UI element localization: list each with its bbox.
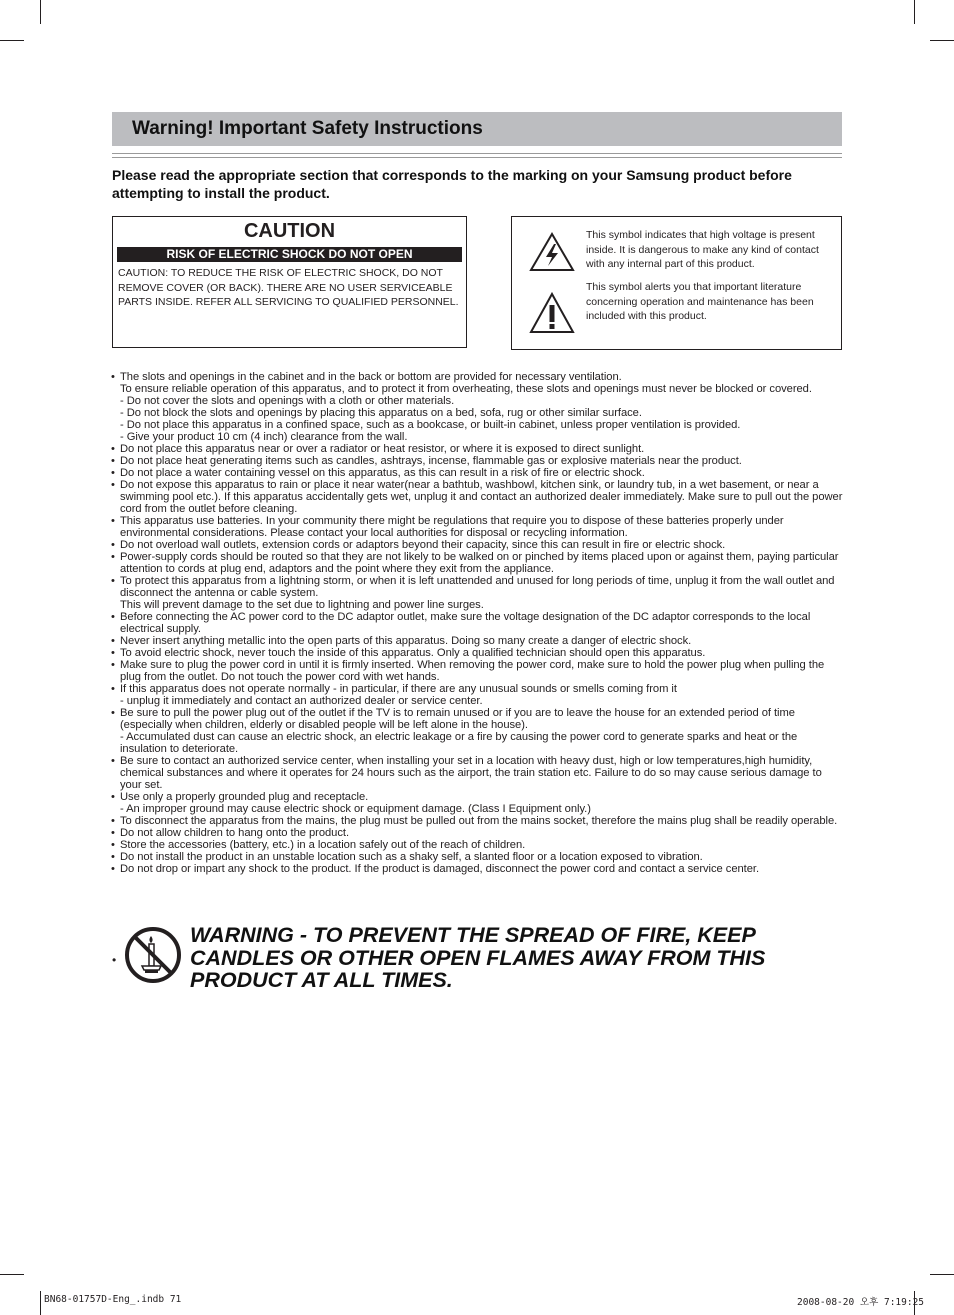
list-item: • Do not place heat generating items such as candles, ashtrays, incense, flammable gas or explosive materials near the product. — [111, 455, 843, 467]
list-item: • Use only a properly grounded plug and receptacle. — [111, 791, 843, 803]
list-item: • Be sure to pull the power plug out of the outlet if the TV is to remain unused or if you are to leave the house for an extended period of time (especially when children, elderly or disabled people will be left alone in the house). — [111, 707, 843, 731]
lightning-bolt-triangle-icon — [528, 231, 576, 273]
list-item: • To disconnect the apparatus from the mains, the plug must be pulled out from the mains socket, therefore the mains plug shall be readily operable. — [111, 815, 843, 827]
list-item: - Do not block the slots and openings by placing this apparatus on a bed, sofa, rug or other similar surface. — [120, 407, 642, 419]
list-item: - Do not cover the slots and openings with a cloth or other materials. — [120, 395, 455, 407]
list-item: • This apparatus use batteries. In your community there might be regulations that require you to dispose of these batteries properly under environmental considerations. Please contact your local authorities for disposal or recycling information. — [111, 515, 843, 539]
list-item: • Do not place this apparatus near or over a radiator or heat resistor, or where it is exposed to direct sunlight. — [111, 443, 843, 455]
divider — [112, 157, 842, 158]
list-item: • Do not place a water containing vessel on this apparatus, as this can result in a risk of fire or electric shock. — [111, 467, 843, 479]
list-item: To ensure reliable operation of this apparatus, and to protect it from overheating, these slots and openings must never be blocked or covered. — [120, 383, 812, 395]
list-item: - unplug it immediately and contact an authorized dealer or service center. — [120, 695, 483, 707]
crop-mark — [930, 1274, 954, 1275]
safety-list — [111, 371, 843, 875]
crop-mark — [930, 40, 954, 41]
list-item: • Never insert anything metallic into the open parts of this apparatus. Doing so many create a danger of electric shock. — [111, 635, 843, 647]
list-item: • Do not expose this apparatus to rain or place it near water(near a bathtub, washbowl, kitchen sink, or laundry tub, in a wet basement, or near a swimming pool etc.). If this apparatus accidentally gets wet, unplug it and contact an authorized dealer immediately. Make sure to pull out the power cord from the outlet before cleaning. — [111, 479, 843, 515]
list-item: • The slots and openings in the cabinet and in the back or bottom are provided for necessary ventilation. — [111, 371, 843, 383]
list-item: • Be sure to contact an authorized service center, when installing your set in a location with heavy dust, high or low temperatures,high humidity, chemical substances and where it operates for 24 hours such as the airport, the train station etc. Failure to do so may cause serious damage to your set. — [111, 755, 843, 791]
page-title: Warning! Important Safety Instructions — [112, 112, 842, 146]
list-item: - An improper ground may cause electric shock or equipment damage. (Class I Equipment only.) — [120, 803, 591, 815]
list-item: • Make sure to plug the power cord in until it is firmly inserted. When removing the power cord, make sure to hold the power plug when pulling the plug from the outlet. Do not touch the power cord with wet hands. — [111, 659, 843, 683]
list-item: - Do not place this apparatus in a confined space, such as a bookcase, or built-in cabinet, unless proper ventilation is provided. — [120, 419, 741, 431]
symbol-box — [511, 216, 842, 350]
symbol-text-high-voltage: This symbol indicates that high voltage is present inside. It is dangerous to make any kind of contact with any internal part of this product. — [586, 229, 819, 270]
list-item: - Give your product 10 cm (4 inch) clearance from the wall. — [120, 431, 408, 443]
crop-mark — [0, 1274, 24, 1275]
list-item: • Store the accessories (battery, etc.) in a location safely out of the reach of children. — [111, 839, 843, 851]
list-item: This will prevent damage to the set due to lightning and power line surges. — [120, 599, 484, 611]
fire-warning-text: WARNING - TO PREVENT THE SPREAD OF FIRE, KEEP CANDLES OR OTHER OPEN FLAMES AWAY FROM THIS PRODUCT AT ALL TIMES. — [190, 923, 766, 992]
list-item: • Do not install the product in an unstable location such as a shaky self, a slanted floor or a location exposed to vibration. — [111, 851, 843, 863]
caution-title: CAUTION — [243, 220, 336, 242]
symbol-text-literature: This symbol alerts you that important literature concerning operation and maintenance has been included with this product. — [586, 281, 814, 322]
list-item: - Accumulated dust can cause an electric shock, an electric leakage or a fire by causing the power cord to generate sparks and heat or the insulation to deteriorate. — [120, 731, 798, 755]
crop-mark — [914, 0, 915, 24]
caution-box — [112, 216, 467, 348]
list-item: • To avoid electric shock, never touch the inside of this apparatus. Only a qualified technician should open this apparatus. — [111, 647, 843, 659]
list-item: • Power-supply cords should be routed so that they are not likely to be walked on or pinched by items placed upon or against them, paying particular attention to cords at plug end, adaptors and the point where they exit from the appliance. — [111, 551, 843, 575]
fire-warning — [112, 924, 852, 1004]
list-item: • Do not drop or impart any shock to the product. If the product is damaged, disconnect the power cord and contact a service center. — [111, 863, 843, 875]
caution-text: CAUTION: TO REDUCE THE RISK OF ELECTRIC SHOCK, DO NOT REMOVE COVER (OR BACK). THERE ARE NO USER SERVICEABLE PARTS INSIDE. REFER ALL SERVICING TO QUALIFIED PERSONNEL. — [118, 267, 459, 308]
no-candle-icon — [124, 926, 182, 984]
list-item: • To protect this apparatus from a lightning storm, or when it is left unattended and unused for long periods of time, unplug it from the wall outlet and disconnect the antenna or cable system. — [111, 575, 843, 599]
crop-mark — [40, 0, 41, 24]
footer-timestamp: 2008-08-20 오후 7:19:25 — [797, 1297, 925, 1308]
footer-file-info: BN68-01757D-Eng_.indb 71 — [44, 1294, 182, 1305]
list-item: • Before connecting the AC power cord to the DC adaptor outlet, make sure the voltage designation of the DC adaptor corresponds to the local electrical supply. — [111, 611, 843, 635]
list-item: • Do not allow children to hang onto the product. — [111, 827, 843, 839]
divider — [112, 153, 842, 154]
list-item: • Do not overload wall outlets, extension cords or adaptors beyond their capacity, since this can result in fire or electric shock. — [111, 539, 843, 551]
crop-mark — [40, 1291, 41, 1315]
exclamation-triangle-icon — [528, 291, 576, 335]
intro-text: Please read the appropriate section that corresponds to the marking on your Samsung product before attempting to install the product. — [112, 167, 792, 201]
list-item: • If this apparatus does not operate normally - in particular, if there are any unusual sounds or smells coming from it — [111, 683, 843, 695]
crop-mark — [0, 40, 24, 41]
bullet: • — [112, 953, 117, 967]
caution-band: RISK OF ELECTRIC SHOCK DO NOT OPEN — [117, 247, 462, 262]
